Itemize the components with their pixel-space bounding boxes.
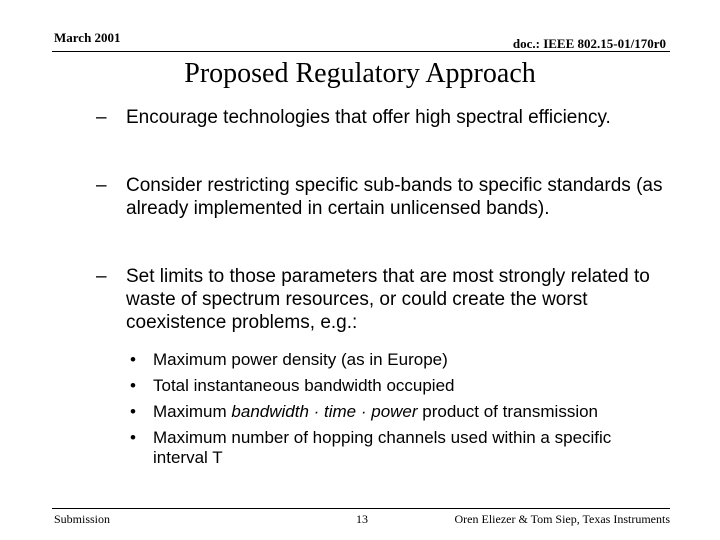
sub-bullet-text-suffix: product of transmission bbox=[417, 402, 599, 421]
footer-submission: Submission bbox=[54, 512, 111, 526]
header-doc-id: doc.: IEEE 802.15-01/170r0 bbox=[512, 36, 666, 51]
sub-bullet-item bbox=[128, 402, 648, 422]
footer-divider bbox=[52, 508, 670, 509]
sub-bullet-text: Total instantaneous bandwidth occupied bbox=[153, 376, 455, 395]
footer-authors: Oren Eliezer & Tom Siep, Texas Instruments bbox=[454, 512, 670, 526]
bullet-dot: • bbox=[130, 376, 136, 395]
sub-bullet-list bbox=[128, 350, 648, 474]
sub-bullet-item bbox=[128, 376, 648, 396]
dash-marker: – bbox=[96, 107, 107, 128]
main-bullet-text: Consider restricting specific sub-bands to specific standards (as already implemented in certain unlicensed bands). bbox=[126, 175, 663, 219]
dash-marker: – bbox=[96, 175, 107, 196]
main-bullet-3 bbox=[96, 265, 666, 334]
sub-bullet-text: Maximum power density (as in Europe) bbox=[153, 350, 448, 369]
sub-bullet-text: Maximum number of hopping channels used within a specific interval T bbox=[153, 428, 612, 467]
main-bullet-2 bbox=[96, 174, 666, 220]
sub-bullet-text-prefix: Maximum bbox=[153, 402, 232, 421]
bullet-dot: • bbox=[130, 350, 136, 369]
header-date: March 2001 bbox=[54, 30, 121, 45]
footer-page-number: 13 bbox=[356, 512, 368, 526]
main-bullet-text: Set limits to those parameters that are most strongly related to waste of spectrum resources, or could create the worst coexistence problems, e.g.: bbox=[126, 266, 650, 333]
header-divider bbox=[52, 51, 670, 52]
bullet-dot: • bbox=[130, 428, 136, 447]
main-bullet-text: Encourage technologies that offer high spectral efficiency. bbox=[126, 107, 611, 128]
sub-bullet-emphasis: bandwidth · time · power bbox=[231, 402, 418, 421]
sub-bullet-item bbox=[128, 350, 648, 370]
sub-bullet-item bbox=[128, 428, 648, 468]
slide-title: Proposed Regulatory Approach bbox=[184, 58, 536, 89]
dash-marker: – bbox=[96, 266, 107, 287]
main-bullet-1 bbox=[96, 106, 666, 129]
bullet-dot: • bbox=[130, 402, 136, 421]
